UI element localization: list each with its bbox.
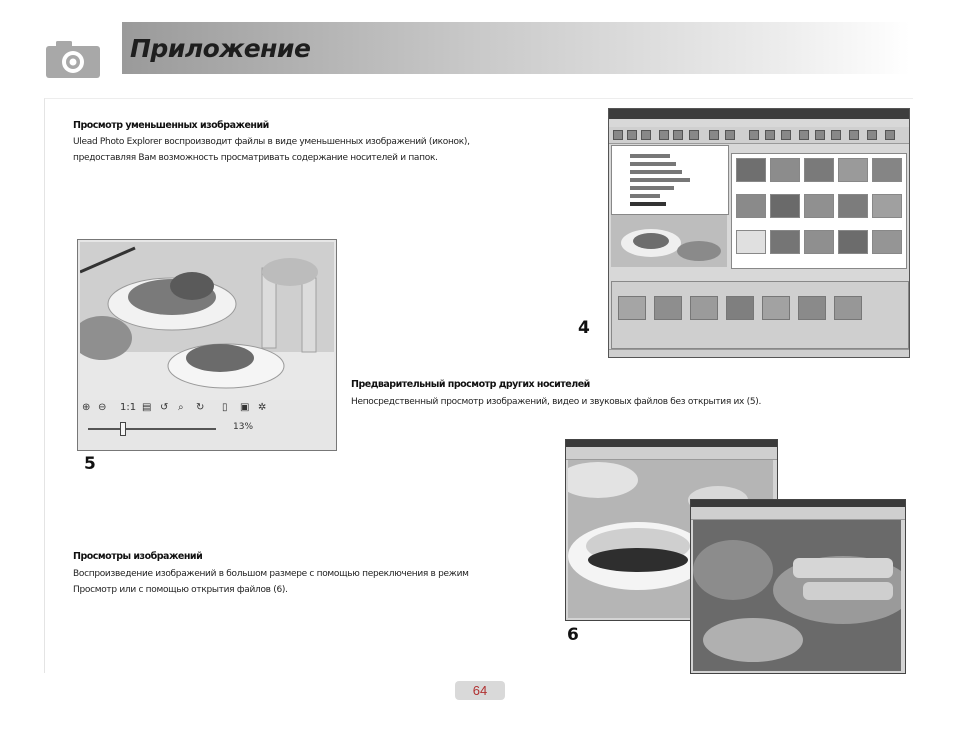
thumbnail[interactable] <box>770 230 800 254</box>
thumbnail[interactable] <box>770 194 800 218</box>
text-line: Просмотр или с помощью открытия файлов (6). <box>73 585 288 595</box>
toolbar-button[interactable] <box>765 130 775 140</box>
print-icon[interactable]: ▯ <box>222 402 228 413</box>
folder-item[interactable] <box>630 170 682 174</box>
thumbnail[interactable] <box>770 158 800 182</box>
thumbnail-grid <box>731 153 907 269</box>
slide-thumbnail[interactable] <box>726 296 754 320</box>
thumbnail[interactable] <box>804 230 834 254</box>
kebab-photo <box>693 520 901 671</box>
figure-number-4: 4 <box>578 318 590 338</box>
toolbar-button[interactable] <box>749 130 759 140</box>
folder-item[interactable] <box>630 154 670 158</box>
toolbar-button[interactable] <box>815 130 825 140</box>
figure-number-5: 5 <box>84 454 96 474</box>
toolbar-button[interactable] <box>673 130 683 140</box>
explorer-title-bar <box>609 109 909 119</box>
toolbar-button[interactable] <box>849 130 859 140</box>
section-text-preview <box>351 394 761 410</box>
slide-thumbnail[interactable] <box>654 296 682 320</box>
photo-explorer-screenshot <box>608 108 910 358</box>
thumbnail[interactable] <box>736 230 766 254</box>
slide-thumbnail[interactable] <box>834 296 862 320</box>
slide-thumbnail[interactable] <box>618 296 646 320</box>
camera-icon <box>44 38 102 80</box>
toolbar-button[interactable] <box>613 130 623 140</box>
text-line: Ulead Photo Explorer воспроизводит файлы в виде уменьшенных изображений (иконок), <box>73 137 470 147</box>
section-title-thumbnails: Просмотр уменьшенных изображений <box>73 120 269 131</box>
folder-item[interactable] <box>630 178 690 182</box>
zoom-in-icon[interactable]: ⊕ <box>82 402 91 413</box>
thumbnail[interactable] <box>736 194 766 218</box>
slide-thumbnail[interactable] <box>762 296 790 320</box>
toolbar-button[interactable] <box>709 130 719 140</box>
folder-item-selected[interactable] <box>630 202 666 206</box>
image-viewer-screenshot <box>77 239 337 451</box>
toolbar-button[interactable] <box>641 130 651 140</box>
explorer-toolbar <box>609 127 909 144</box>
viewer-window-front <box>690 499 906 674</box>
window-toolbar <box>566 447 777 460</box>
toolbar-button[interactable] <box>725 130 735 140</box>
status-bar <box>609 349 909 358</box>
toolbar-button[interactable] <box>799 130 809 140</box>
section-text-thumbnails <box>73 134 470 166</box>
fit-icon[interactable]: ▤ <box>142 402 152 413</box>
text-line: предоставляя Вам возможность просматривать содержание носителей и папок. <box>73 153 438 163</box>
toolbar-button[interactable] <box>885 130 895 140</box>
preview-pane <box>611 215 727 267</box>
rotate-left-icon[interactable]: ↺ <box>160 402 169 413</box>
toolbar-button[interactable] <box>627 130 637 140</box>
thumbnail[interactable] <box>872 194 902 218</box>
zoom-slider-thumb[interactable] <box>120 422 126 436</box>
toolbar-button[interactable] <box>659 130 669 140</box>
text-line: Непосредственный просмотр изображений, видео и звуковых файлов без открытия их (5). <box>351 397 762 407</box>
toolbar-button[interactable] <box>831 130 841 140</box>
slide-thumbnail[interactable] <box>798 296 826 320</box>
food-photo <box>80 242 334 400</box>
photo-icon[interactable]: ▣ <box>240 402 250 413</box>
folder-item[interactable] <box>630 162 676 166</box>
thumbnail[interactable] <box>872 158 902 182</box>
window-toolbar <box>691 507 905 520</box>
rotate-right-icon[interactable]: ↻ <box>196 402 205 413</box>
window-title-bar <box>691 500 905 507</box>
window-title-bar <box>566 440 777 447</box>
page-number: 64 <box>455 681 505 700</box>
figure-number-6: 6 <box>567 625 579 645</box>
section-title-preview: Предварительный просмотр других носителей <box>351 379 590 390</box>
slideshow-strip <box>611 281 909 349</box>
viewer-toolbar <box>82 402 332 418</box>
thumbnail[interactable] <box>838 194 868 218</box>
thumbnail[interactable] <box>736 158 766 182</box>
thumbnail[interactable] <box>838 158 868 182</box>
folder-tree[interactable] <box>611 145 729 215</box>
toolbar-button[interactable] <box>867 130 877 140</box>
zoom-level: 13% <box>233 422 254 432</box>
folder-item[interactable] <box>630 186 674 190</box>
thumbnail[interactable] <box>838 230 868 254</box>
zoom-slider-track[interactable] <box>88 428 216 430</box>
section-title-viewing: Просмотры изображений <box>73 551 203 562</box>
toolbar-button[interactable] <box>781 130 791 140</box>
slide-thumbnail[interactable] <box>690 296 718 320</box>
section-text-viewing <box>73 566 469 598</box>
thumbnail[interactable] <box>872 230 902 254</box>
page-title: Приложение <box>130 34 311 63</box>
text-line: Воспроизведение изображений в большом размере с помощью переключения в режим <box>73 569 469 579</box>
thumbnail[interactable] <box>804 194 834 218</box>
search-icon[interactable]: ⌕ <box>178 402 184 413</box>
tools-icon[interactable]: ✲ <box>258 402 267 413</box>
thumbnail[interactable] <box>804 158 834 182</box>
explorer-menu-bar <box>609 119 909 127</box>
zoom-out-icon[interactable]: ⊖ <box>98 402 107 413</box>
actual-size-icon[interactable]: 1:1 <box>120 402 137 413</box>
toolbar-button[interactable] <box>689 130 699 140</box>
folder-item[interactable] <box>630 194 660 198</box>
